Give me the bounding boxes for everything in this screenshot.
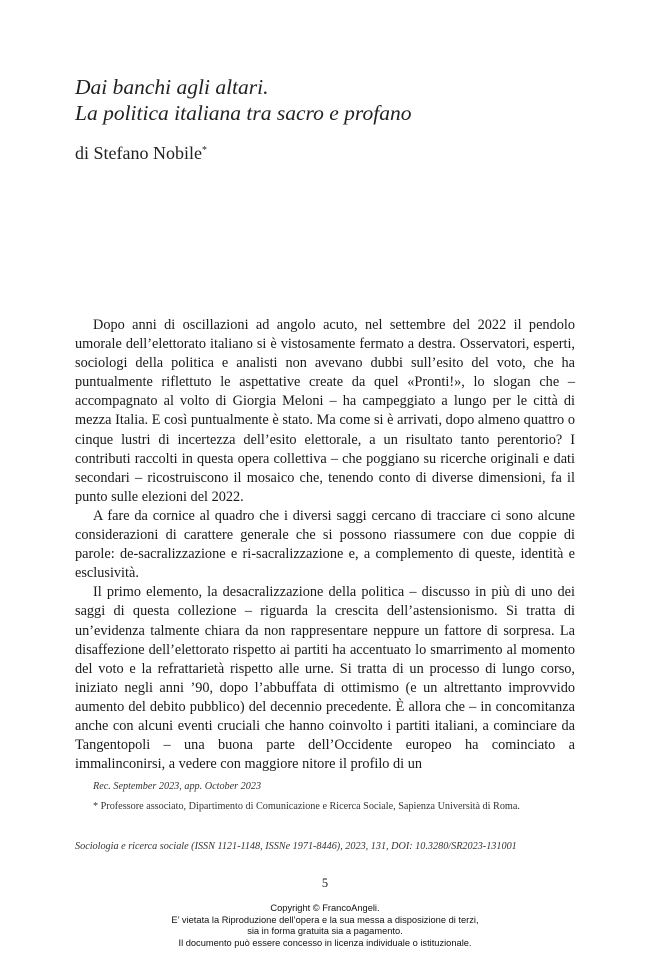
- title-line-1: Dai banchi agli altari.: [75, 75, 269, 99]
- copyright-line: Il documento può essere concesso in licenza individuale o istituzionale.: [178, 937, 472, 948]
- author-line: [75, 142, 207, 164]
- copyright-line: Copyright © FrancoAngeli.: [270, 903, 380, 913]
- paragraph: Dopo anni di oscillazioni ad angolo acuto, nel settembre del 2022 il pendolo umorale dell’elettorato italiano si è vistosamente fermato a destra. Osservatori, esperti, sociologi della politica e analisti non avevano dubbi sull’esito del voto, che ha puntualmente riflettuto le aspettative create da quel «Pronti!», lo slogan che – accompagnato al volto di Giorgia Meloni – ha campeggiato a lungo per le città di mezza Italia. E così puntualmente è stato. Ma come si è arrivati, dopo almeno quattro o cinque lustri di incertezza dell’esito elettorale, a un risultato tanto perentorio? I contributi raccolti in questa opera collettiva – che poggiano su ricerche originali e dati secondari – ricostruiscono il mosaico che, tenendo conto di diverse dimensioni, fa il punto sulle elezioni del 2022.: [75, 317, 575, 505]
- article-title: [75, 74, 595, 126]
- page-number: 5: [321, 876, 329, 890]
- article-body: [75, 316, 575, 774]
- author-footnote: * Professore associato, Dipartimento di Comunicazione e Ricerca Sociale, Sapienza Università di Roma.: [93, 800, 520, 812]
- author-footnote-mark: *: [201, 145, 207, 156]
- author-name: di Stefano Nobile: [75, 143, 202, 163]
- paragraph: Il primo elemento, la desacralizzazione della politica – discusso in più di uno dei saggi di questa collezione – riguarda la crescita dell’astensionismo. Si tratta di un’evidenza talmente chiara da non rappresentare neppure un fattore di sorpresa. La disaffezione dell’elettorato rispetto ai partiti ha accentuato lo smarrimento al momento del voto e la refrattarietà rispetto alle urne. Si tratta di un processo di lungo corso, iniziato negli anni ’90, dopo l’abbuffata di ottimismo (e un altrettanto improvvido aumento del debito pubblico) del decennio precedente. È allora che – in concomitanza anche con alcuni eventi cruciali che hanno coinvolto i partiti italiani, a cominciare da Tangentopoli – una buona parte dell’Occidente europeo ha cominciato a immalinconirsi, a vedere con maggiore nitore il profilo di un: [75, 584, 575, 773]
- copyright-line: sia in forma gratuita sia a pagamento.: [247, 926, 403, 937]
- received-note: Rec. September 2023, app. October 2023: [93, 781, 262, 792]
- copyright-notice: [0, 903, 650, 949]
- footnotes: [75, 780, 575, 813]
- paragraph: A fare da cornice al quadro che i diversi saggi cercano di tracciare ci sono alcune considerazioni di carattere generale che si possono riassumere con due coppie di parole: de-sacralizzazione e ri-sacralizzazione e, a complemento di queste, identità e esclusività.: [75, 507, 575, 582]
- title-line-2: La politica italiana tra sacro e profano: [75, 101, 412, 125]
- journal-reference: Sociologia e ricerca sociale (ISSN 1121-1148, ISSNe 1971-8446), 2023, 131, DOI: 10.3280/SR2023-131001: [75, 841, 517, 852]
- copyright-line: E’ vietata la Riproduzione dell’opera e la sua messa a disposizione di terzi,: [171, 914, 479, 925]
